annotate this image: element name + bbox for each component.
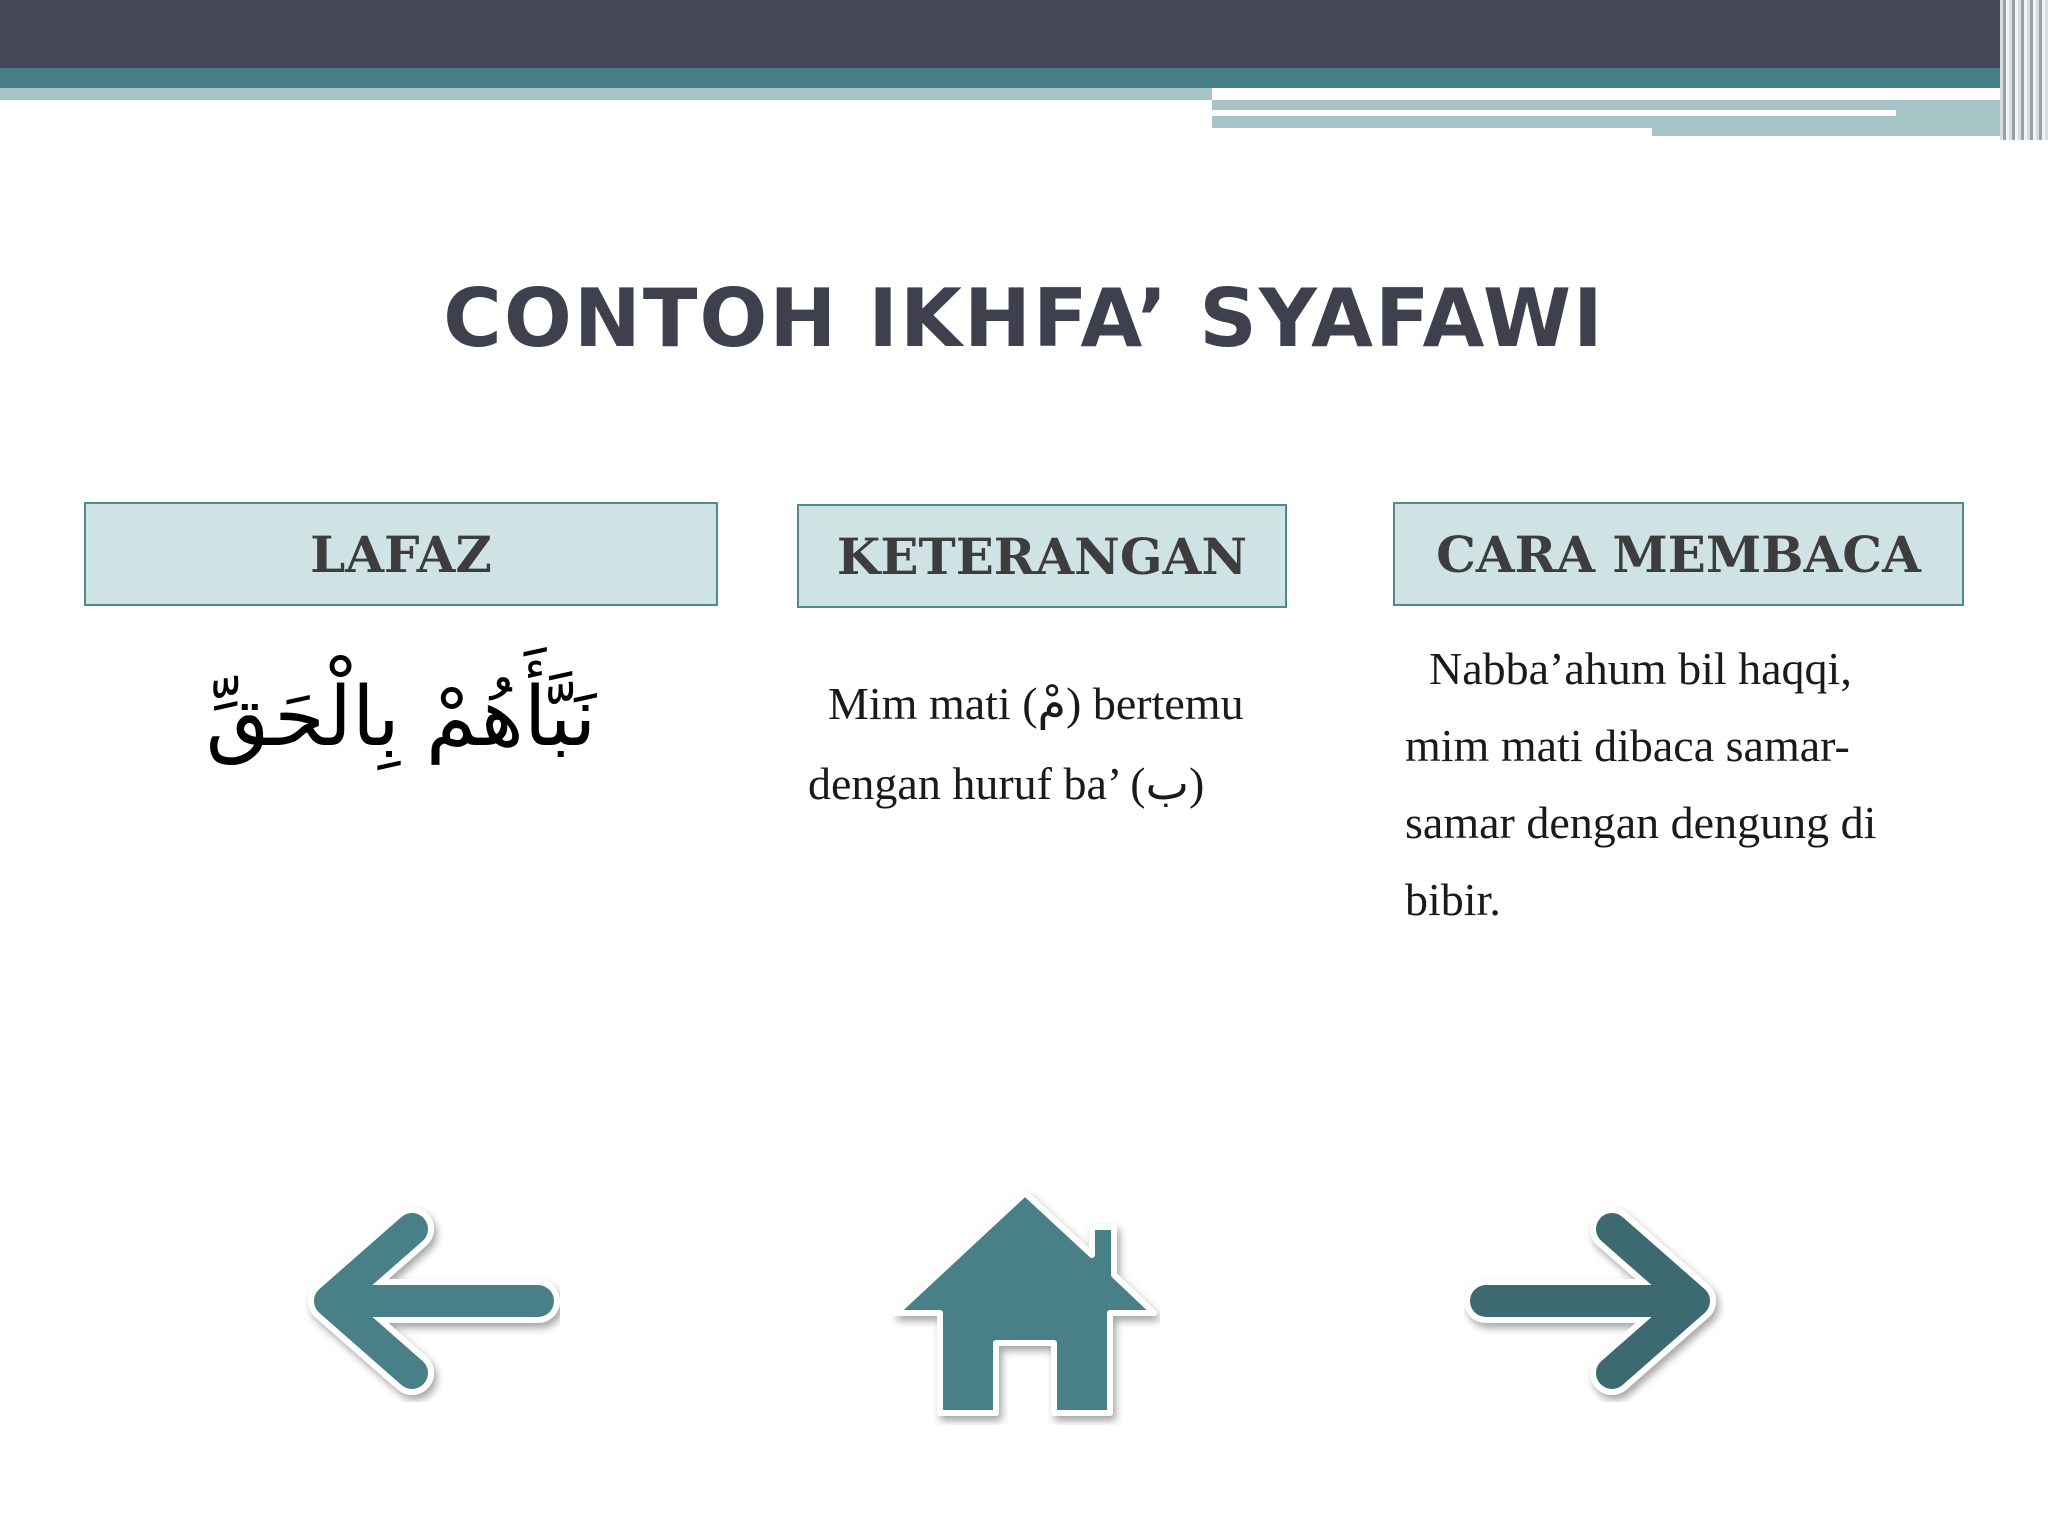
header-keterangan-label: KETERANGAN (836, 526, 1248, 586)
next-button[interactable] (1464, 1205, 1724, 1405)
keterangan-text (808, 664, 1288, 824)
cara-membaca-line: mim mati dibaca samar- (1405, 720, 1850, 771)
cara-membaca-line: samar dengan dengung di (1405, 797, 1877, 848)
header-cara-membaca-label: CARA MEMBACA (1436, 524, 1921, 584)
home-icon (890, 1185, 1160, 1425)
lafaz-arabic-text: نَبَّأَهُمْ بِالْحَقِّ (205, 670, 597, 765)
slide-title: CONTOH IKHFA’ SYAFAWI (443, 272, 1605, 365)
cara-membaca-line: bibir. (1405, 874, 1501, 925)
header-lafaz (84, 502, 718, 606)
decor-stripes (2000, 0, 2048, 140)
prev-button[interactable] (300, 1205, 560, 1405)
top-dark-bar (0, 0, 2048, 68)
keterangan-line: dengan huruf ba’ (ب) (808, 758, 1205, 809)
header-cara-membaca (1393, 502, 1964, 606)
top-teal-bar (0, 68, 2048, 88)
decor-line (1212, 110, 1896, 116)
header-keterangan (797, 504, 1287, 608)
header-lafaz-label: LAFAZ (310, 524, 492, 584)
arrow-left-icon (300, 1205, 560, 1405)
top-light-bar (0, 88, 1212, 100)
decor-line-2 (1212, 128, 1652, 136)
keterangan-line: Mim mati (مْ) bertemu (828, 678, 1244, 729)
cara-membaca-text (1405, 630, 1985, 938)
cara-membaca-line: Nabba’ahum bil haqqi, (1429, 643, 1852, 694)
arrow-right-icon (1464, 1205, 1724, 1405)
home-button[interactable] (890, 1185, 1160, 1425)
